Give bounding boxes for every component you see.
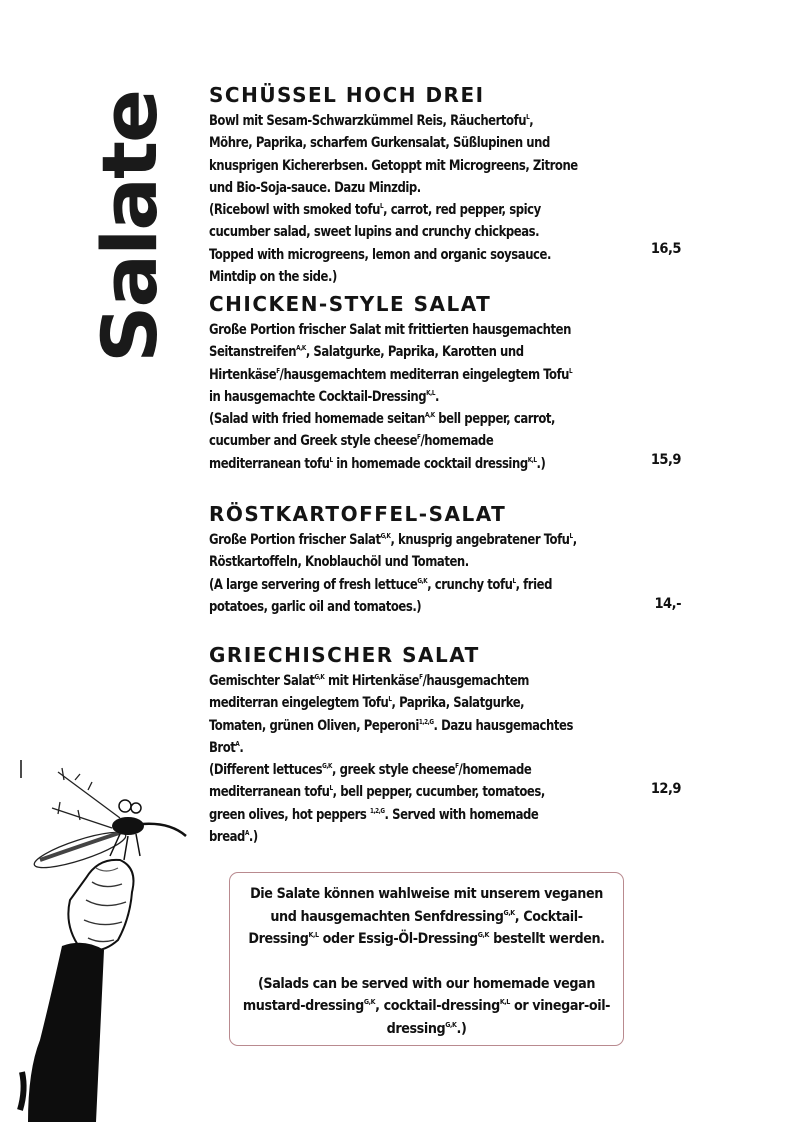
- description-english: (Ricebowl with smoked tofu$^L$, carrot, red pepper, spicy cucumber salad, sweet lupins and crunchy chickpeas. Topped with microgreens, lemon and organic soysauce. Mintdip on the side.): [209, 202, 551, 286]
- menu-item-price: 15,9: [650, 452, 681, 468]
- section-title-salate: [85, 88, 174, 366]
- allergen-superscript: K,L: [499, 998, 510, 1006]
- description-german: Große Portion frischer Salat mit frittierten hausgemachten Seitanstreifen$^{A,K}$, Salatgurke, Paprika, Karotten und Hirtenkäse$^F$/hausgemachtem mediterran eingelegtem Tofu$^L$ in hausgemachte Cocktail-Dressing$^{K,L}$.: [209, 322, 573, 405]
- menu-item-name: SCHÜSSEL HOCH DREI: [209, 83, 485, 107]
- menu-item: [209, 292, 689, 475]
- description-german: Bowl mit Sesam-Schwarzkümmel Reis, Räuchertofu$^L$, Möhre, Paprika, scharfem Gurkensalat, Süßlupinen und knusprigen Kichererbsen. Getoppt mit Microgreens, Zitrone und Bio-Soja-sauce. Dazu Minzdip.: [209, 113, 578, 196]
- allergen-superscript: F: [417, 433, 421, 442]
- menu-item-name: GRIECHISCHER SALAT: [209, 643, 480, 667]
- allergen-superscript: 1,2,G: [369, 806, 385, 815]
- description-english: (Salad with fried homemade seitan$^{A,K}$ bell pepper, carrot, cucumber and Greek style cheese$^F$/homemade mediterranean tofu$^L$ in homemade cocktail dressing$^{K,L}$.): [209, 411, 555, 472]
- allergen-superscript: L: [329, 455, 333, 464]
- allergen-superscript: G,K: [380, 532, 391, 540]
- mosquito-icon: [110, 800, 186, 860]
- hand-holding-mosquito-illustration: [0, 750, 200, 1122]
- allergen-superscript: A,K: [424, 411, 435, 420]
- menu-item-description: [209, 670, 578, 848]
- allergen-superscript: F: [276, 366, 280, 375]
- description-german: Große Portion frischer Salat$^{G,K}$, knusprig angebratener Tofu$^L$, Röstkartoffeln, Knoblauchöl und Tomaten.: [209, 532, 577, 571]
- allergen-superscript: A: [235, 739, 240, 748]
- allergen-superscript: L: [569, 366, 573, 375]
- allergen-superscript: G,K: [363, 998, 376, 1006]
- menu-item-description: [209, 529, 578, 618]
- menu-item-name: RÖSTKARTOFFEL-SALAT: [209, 502, 507, 526]
- allergen-superscript: L: [569, 532, 573, 540]
- allergen-superscript: A: [244, 829, 249, 838]
- menu-item-price: 16,5: [650, 241, 681, 257]
- description-german: Gemischter Salat$^{G,K}$ mit Hirtenkäse$^F$/hausgemachtem mediterran eingelegtem Tofu$^L$, Paprika, Salatgurke, Tomaten, grünen Oliven, Peperoni$^{1,2,G}$. Dazu hausgemachtes Brot$^A$.: [209, 673, 573, 756]
- note-english: (Salads can be served with our homemade vegan mustard-dressing$^{G,K}$, cocktail-dressing$^{K,L}$ or vinegar-oil-dressing$^{G,K}$.): [242, 975, 611, 1037]
- allergen-superscript: L: [379, 202, 384, 211]
- allergen-superscript: 1,2,G: [418, 717, 434, 726]
- menu-item: [209, 83, 689, 288]
- description-english: (Different lettuces$^{G,K}$, greek style cheese$^F$/homemade mediterranean tofu$^L$, bell pepper, cucumber, tomatoes, green olives, hot peppers $^{1,2,G}$. Served with homemade bread$^A$.): [209, 762, 545, 846]
- allergen-superscript: K,L: [426, 388, 435, 397]
- description-english: (A large servering of fresh lettuce$^{G,K}$, crunchy tofu$^L$, fried potatoes, garlic oil and tomatoes.): [209, 576, 552, 615]
- allergen-superscript: F: [419, 673, 423, 681]
- section-title-text: Salate: [85, 103, 174, 363]
- menu-item-description: [209, 319, 578, 475]
- allergen-superscript: G,K: [477, 931, 490, 939]
- menu-item: [209, 643, 689, 848]
- allergen-superscript: G,K: [445, 1020, 457, 1029]
- allergen-superscript: L: [388, 695, 392, 704]
- mosquito-wing-icon: [52, 768, 120, 828]
- allergen-superscript: L: [512, 576, 516, 585]
- allergen-superscript: A,K: [296, 344, 306, 353]
- dressing-note-box: [229, 872, 624, 1046]
- allergen-superscript: K,L: [308, 931, 319, 939]
- menu-item-description: [209, 110, 578, 288]
- allergen-superscript: G,K: [503, 908, 515, 917]
- allergen-superscript: G,K: [322, 762, 333, 771]
- hand-icon: [20, 860, 134, 1122]
- note-german: Die Salate können wahlweise mit unserem veganen und hausgemachten Senfdressing$^{G,K}$, Cocktail-Dressing$^{K,L}$ oder Essig-Öl-Dressing$^{G,K}$ bestellt werden.: [248, 886, 605, 947]
- menu-item: [209, 502, 689, 618]
- allergen-superscript: K,L: [527, 455, 537, 464]
- allergen-superscript: G,K: [417, 576, 428, 585]
- menu-item-price: 14,-: [654, 596, 681, 612]
- allergen-superscript: L: [329, 784, 333, 793]
- allergen-superscript: G,K: [314, 673, 325, 681]
- allergen-superscript: F: [455, 762, 459, 771]
- allergen-superscript: L: [526, 113, 530, 121]
- menu-item-name: CHICKEN-STYLE SALAT: [209, 292, 492, 316]
- menu-item-price: 12,9: [650, 781, 681, 797]
